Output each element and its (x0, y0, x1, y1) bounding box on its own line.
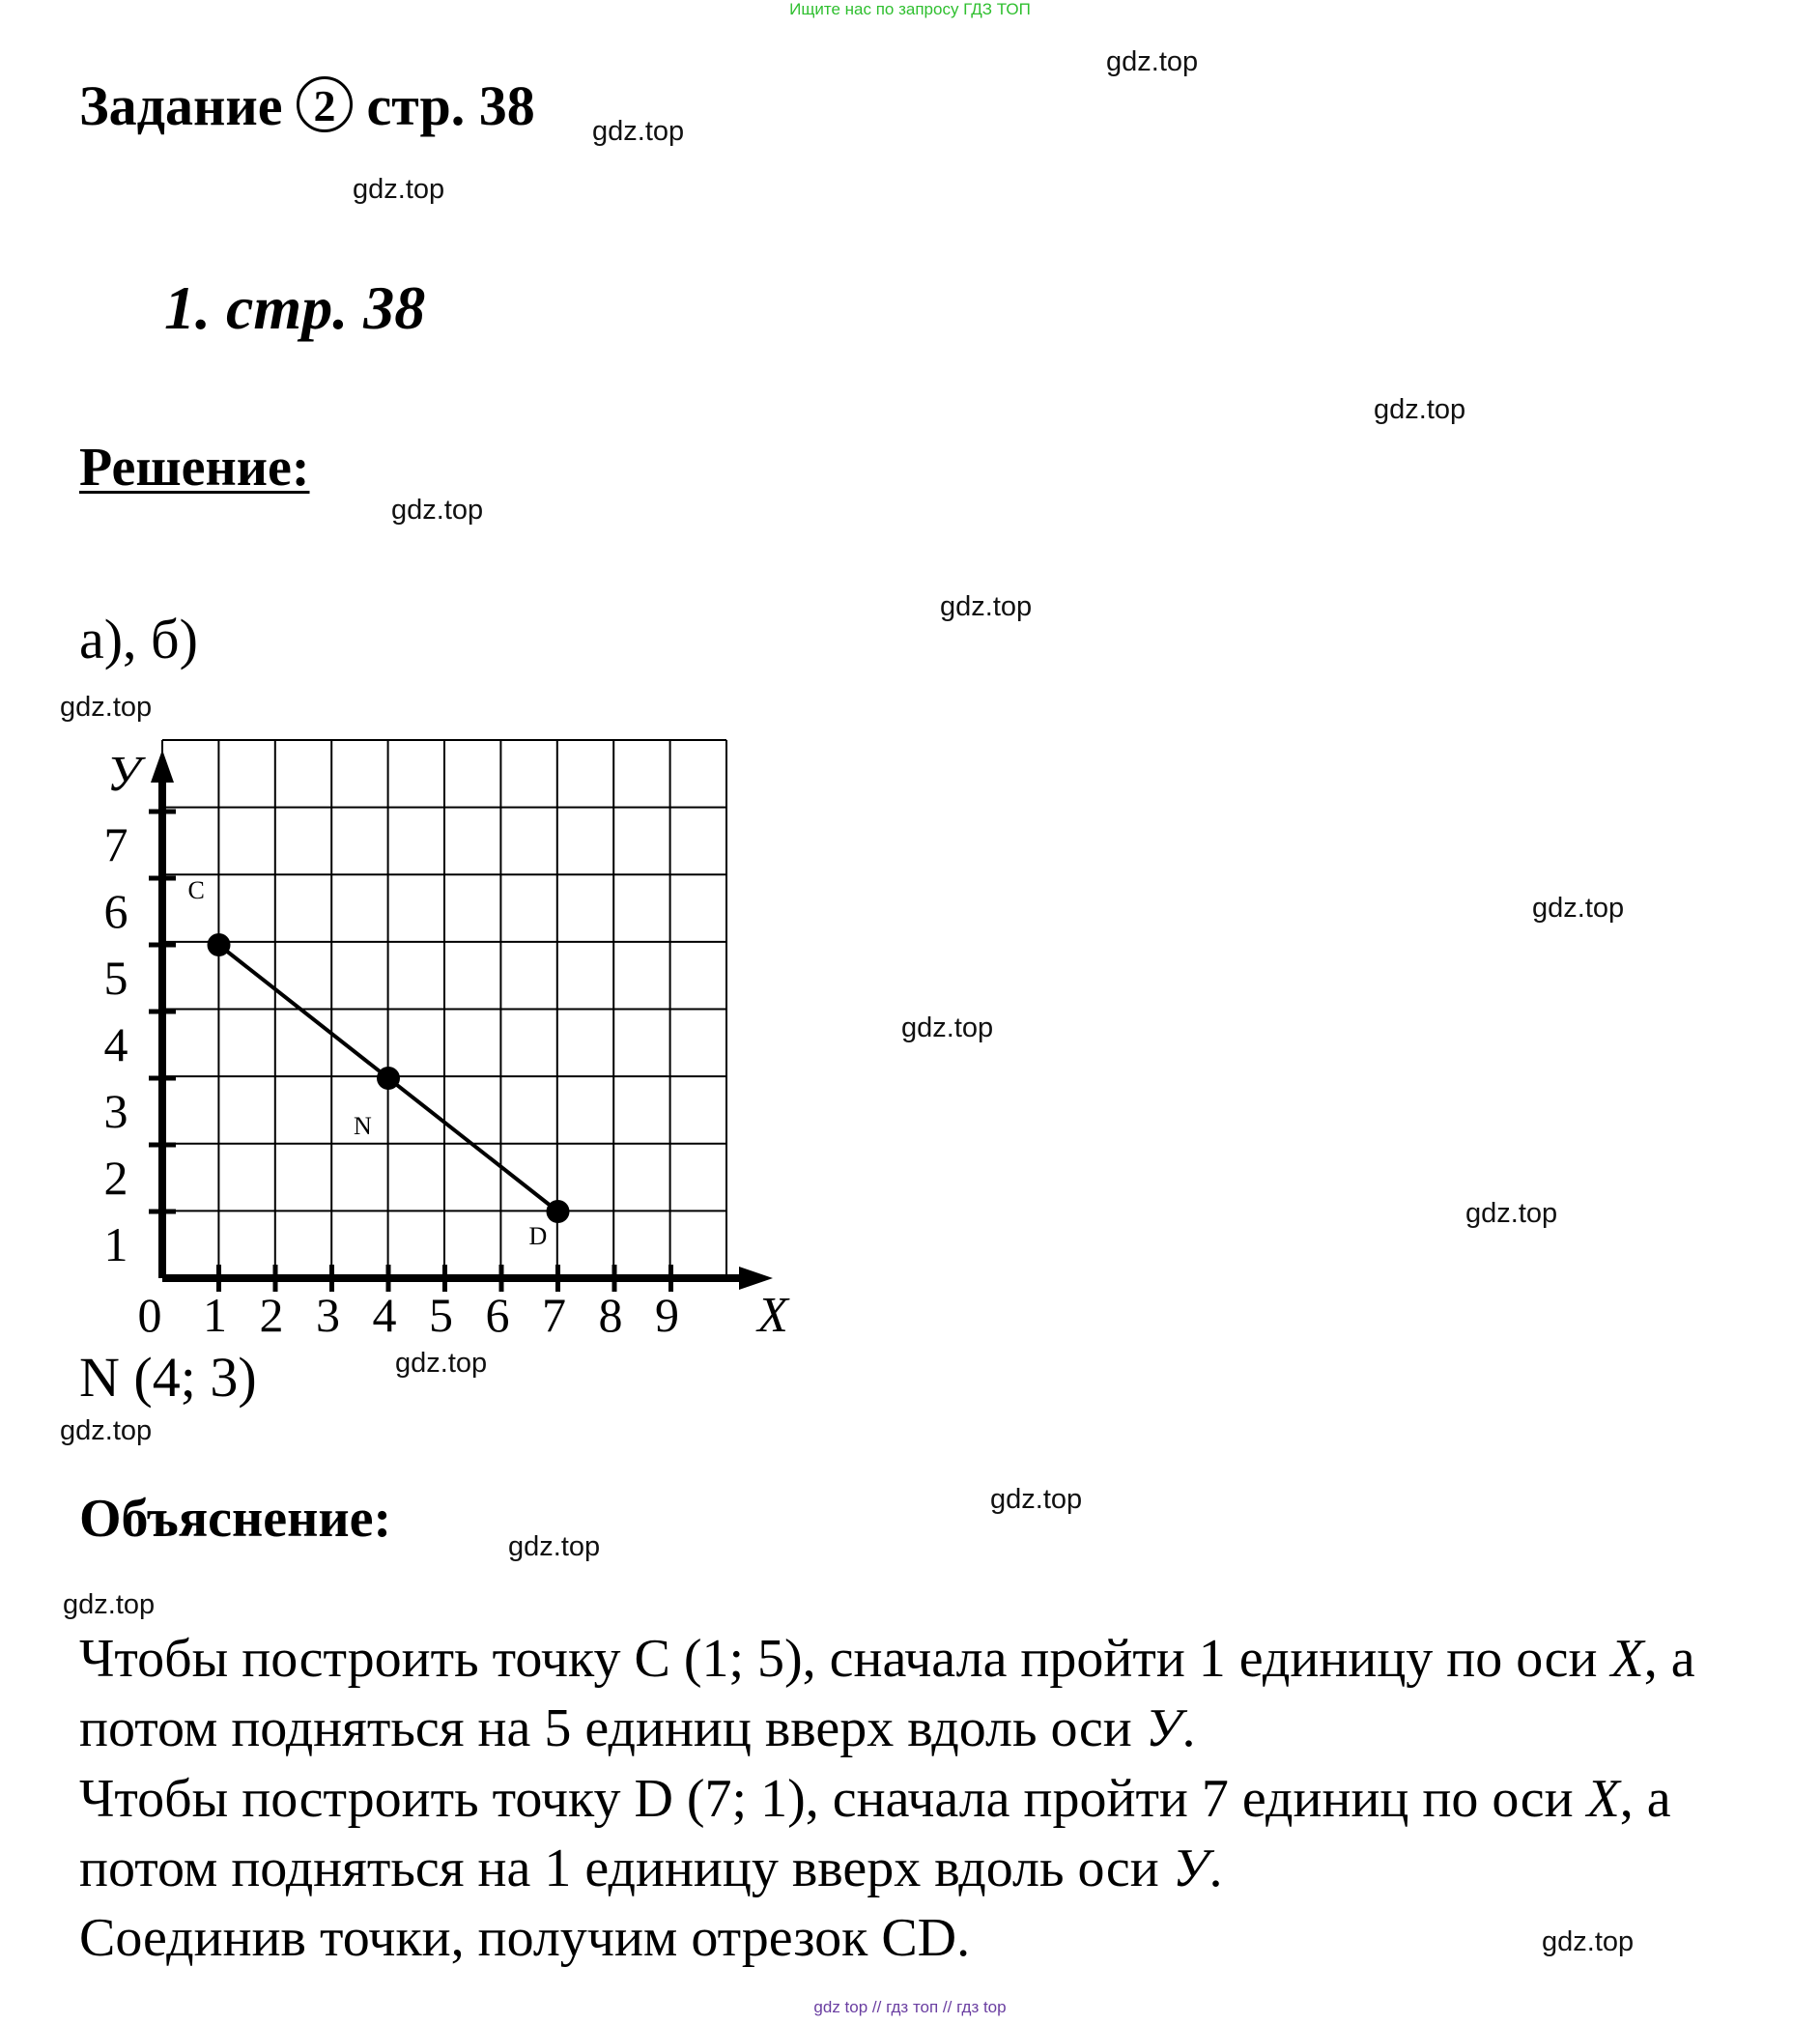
watermark: gdz.top (391, 495, 484, 526)
x-tick-label: 7 (542, 1288, 566, 1342)
point-label-d: D (528, 1222, 548, 1250)
watermark: gdz.top (1532, 893, 1625, 924)
watermark: gdz.top (901, 1012, 994, 1043)
task-number-circle: 2 (297, 76, 353, 132)
y-tick-label: 6 (103, 884, 128, 938)
watermark: gdz.top (990, 1484, 1083, 1515)
explanation-line-1: Чтобы построить точку C (1; 5), сначала пройти 1 единицу по оси X, а (79, 1629, 1695, 1689)
exercise-subtitle: 1. стр. 38 (164, 273, 426, 342)
explanation-line-3: Чтобы построить точку D (7; 1), сначала пройти 7 единиц по оси X, а (79, 1769, 1671, 1829)
watermark: gdz.top (60, 692, 153, 723)
y-tick-label: 3 (103, 1084, 128, 1138)
watermark: gdz.top (1542, 1926, 1635, 1957)
x-tick-label: 6 (485, 1288, 510, 1342)
watermark: gdz.top (353, 174, 445, 205)
explanation-line-4: потом подняться на 1 единицу вверх вдоль оси У. (79, 1839, 1223, 1898)
x-tick-label: 3 (316, 1288, 340, 1342)
explanation-line-5: Соединив точки, получим отрезок CD. (79, 1908, 971, 1968)
x-tick-label: 9 (655, 1288, 679, 1342)
point-d (547, 1200, 570, 1223)
watermark: gdz.top (1465, 1198, 1558, 1229)
watermark: gdz.top (592, 116, 685, 147)
top-banner: Ищите нас по запросу ГДЗ ТОП (789, 0, 1031, 18)
watermark: gdz.top (1106, 46, 1199, 77)
watermark: gdz.top (63, 1589, 156, 1620)
y-tick-label: 5 (103, 951, 128, 1005)
y-axis-label: У (106, 747, 141, 802)
x-axis-arrowhead (739, 1267, 773, 1290)
point-label-n: N (354, 1112, 372, 1140)
chart-grid (162, 740, 726, 1278)
y-tick-label: 7 (103, 817, 128, 871)
y-tick-label: 1 (103, 1217, 128, 1271)
task-title-suffix: стр. 38 (366, 74, 535, 137)
watermark: gdz.top (60, 1415, 153, 1446)
x-tick-label: 5 (429, 1288, 453, 1342)
x-axis-label: X (757, 1288, 788, 1343)
parts-label: а), б) (79, 608, 198, 670)
point-n-coordinates: N (4; 3) (79, 1346, 257, 1409)
x-tick-label: 0 (137, 1288, 162, 1342)
watermark: gdz.top (395, 1348, 488, 1379)
point-label-c: C (187, 876, 205, 904)
x-tick-label: 1 (203, 1288, 227, 1342)
explanation-heading: Объяснение: (79, 1489, 392, 1549)
x-tick-label: 8 (598, 1288, 623, 1342)
watermark: gdz.top (508, 1531, 601, 1562)
watermark: gdz.top (940, 591, 1033, 622)
explanation-line-2: потом подняться на 5 единиц вверх вдоль оси У. (79, 1698, 1196, 1758)
chart-labels (104, 747, 791, 1343)
bottom-banner[interactable]: gdz top // гдз топ // гдз top (813, 1998, 1007, 2016)
solution-heading: Решение: (79, 438, 310, 498)
x-tick-label: 4 (372, 1288, 397, 1342)
y-tick-label: 2 (103, 1151, 128, 1205)
point-c (208, 933, 231, 956)
x-tick-label: 2 (259, 1288, 284, 1342)
y-axis-arrowhead (151, 750, 174, 783)
y-tick-label: 4 (103, 1017, 128, 1071)
task-title-prefix: Задание (79, 74, 283, 137)
point-n (377, 1067, 400, 1090)
watermark: gdz.top (1374, 394, 1466, 425)
